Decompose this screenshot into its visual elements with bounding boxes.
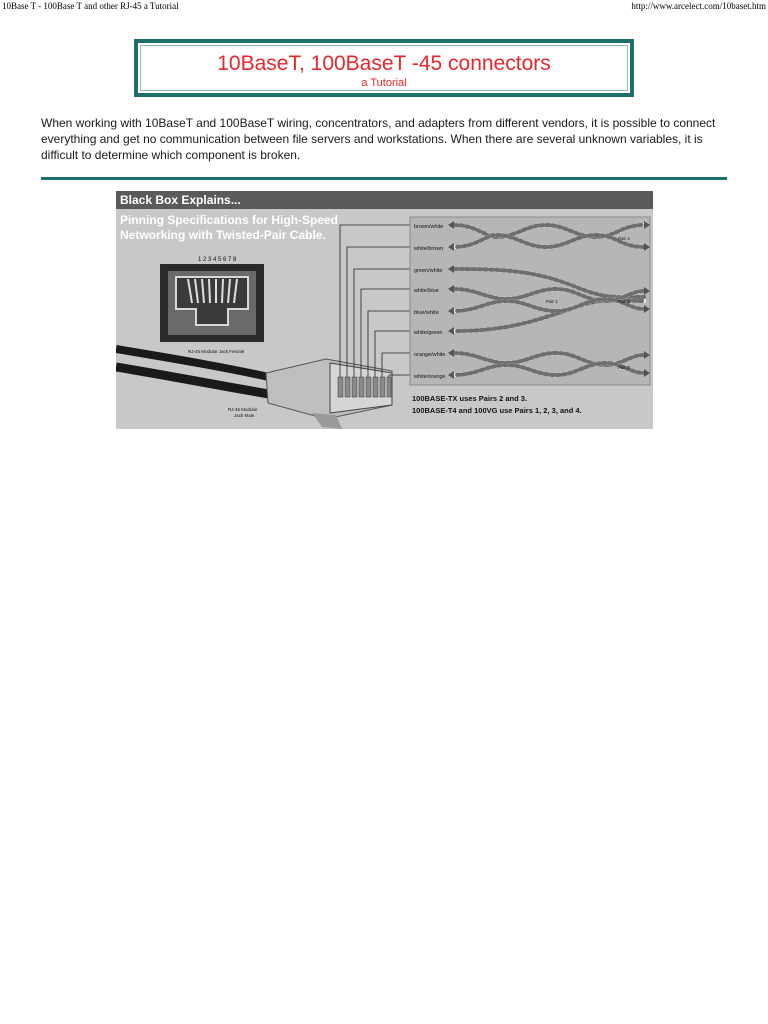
pinning-figure-svg: [116, 191, 653, 429]
pinning-figure: [116, 191, 653, 429]
intro-paragraph: When working with 10BaseT and 100BaseT wiring, concentrators, and adapters from different vendors, it is possible to connect everything and get no communication between file servers and workstations. When there are several unknown variables, it is difficult to determine which component is broken.: [41, 116, 716, 162]
jack-pin-numbers: 1 2 3 4 5 6 7 8: [198, 257, 237, 263]
wire-label-4: white/blue: [414, 288, 439, 294]
page-subtitle: a Tutorial: [361, 77, 407, 89]
print-header-url: http://www.arcelect.com/10baset.htm: [631, 1, 766, 11]
wire-label-6: white/green: [414, 330, 443, 336]
figure-subtitle-line2: Networking with Twisted-Pair Cable.: [120, 228, 326, 242]
figure-note-1: 100BASE-TX uses Pairs 2 and 3.: [412, 394, 528, 403]
section-divider: [41, 177, 727, 180]
jack-male-label-line2: Jack Male: [234, 413, 255, 418]
pair2-label: Pair 2: [618, 365, 630, 370]
figure-note-2: 100BASE-T4 and 100VG use Pairs 1, 2, 3, and 4.: [412, 406, 582, 415]
jack-male-label-line1: RJ-45 Modular: [228, 407, 258, 412]
pair4-label: Pair 4: [618, 236, 630, 241]
wire-label-2: white/brown: [414, 246, 444, 252]
wire-label-8: white/orange: [414, 374, 446, 380]
wire-label-5: blue/white: [414, 310, 439, 316]
pair1-label: Pair 1: [546, 299, 558, 304]
rj45-female-jack: [160, 264, 264, 342]
pair3-label: Pair 3: [618, 299, 630, 304]
page-title: 10BaseT, 100BaseT -45 connectors: [217, 52, 551, 75]
print-header-title: 10Base T - 100Base T and other RJ-45 a Tutorial: [2, 1, 179, 11]
wire-label-3: green/white: [414, 268, 443, 274]
figure-subtitle-line1: Pinning Specifications for High-Speed: [120, 213, 339, 227]
title-box-inner: [140, 45, 628, 91]
wire-label-7: orange/white: [414, 352, 446, 358]
title-box: [134, 39, 634, 97]
jack-female-label: RJ-45 Modular Jack Female: [188, 349, 245, 354]
wire-label-1: brown/white: [414, 224, 444, 230]
print-header: [0, 0, 768, 12]
figure-header-text: Black Box Explains...: [120, 193, 241, 207]
